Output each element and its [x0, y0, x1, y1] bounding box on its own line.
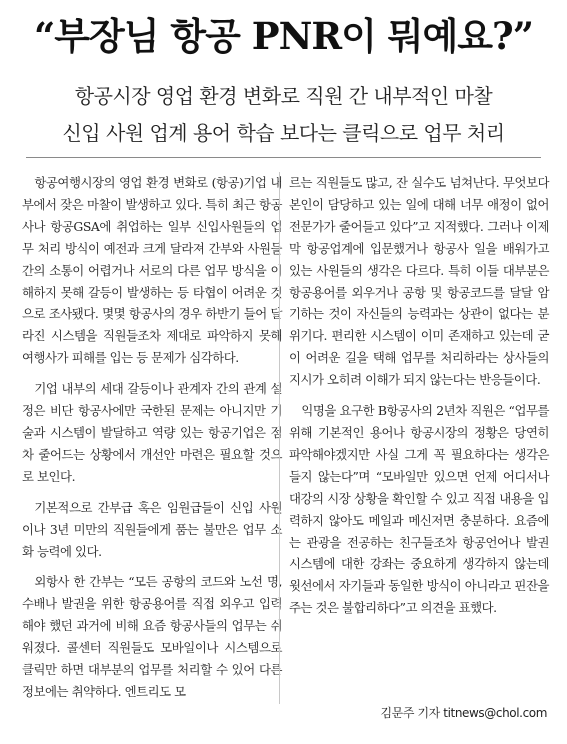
- header-divider: [26, 157, 541, 158]
- paragraph: 기업 내부의 세대 갈등이나 관계자 간의 관계 설정은 비단 항공사에만 국한된 문제는 아니지만 기술과 시스템이 발달하고 역량 있는 항공기업은 점차 줄어드는 상황에서 개선안 마련은 필요할 것으로 보인다.: [22, 381, 282, 484]
- paragraph: 익명을 요구한 B항공사의 2년차 직원은 “업무를 위해 기본적인 용어나 항공시장의 정황은 당연히 파악해야겠지만 사실 그게 꼭 필요하다는 생각은 들지 않는다”며 “모바일만 있으면 언제 어디서나 대강의 시장 상황을 확인할 수 있고 직접 내용을 입력하지 않아도 메일과 메신저면 충분하다. 요즘에는 관광을 전공하는 친구들조차 항공언어나 발권 시스템에 대한 강좌는 중요하게 생각하지 않는데 윗선에서 자기들과 동일한 방식이 아니라고 핀잔을 주는 것은 불합리하다”고 의견을 표했다.: [289, 403, 549, 616]
- column-divider: [279, 172, 280, 704]
- paragraph: 기본적으로 간부급 혹은 임원급들이 신입 사원이나 3년 미만의 직원들에게 품는 불만은 업무 소화 능력에 있다.: [22, 499, 282, 559]
- subheadline-1: 항공시장 영업 환경 변화로 직원 간 내부적인 마찰: [74, 84, 493, 108]
- article-column-left: [22, 172, 282, 703]
- paragraph: 외항사 한 간부는 “모든 공항의 코드와 노선 명, 수배나 발권을 위한 항공용어를 직접 외우고 입력해야 했던 과거에 비해 요즘 항공사들의 업무는 쉬워졌다. 콜센터 직원들도 모바일이나 시스템으로 클릭만 하면 대부분의 업무를 처리할 수 있어 다른 정보에는 취약하다. 엔트리도 모: [22, 574, 282, 699]
- paragraph: 항공여행시장의 영업 환경 변화로 (항공)기업 내부에서 잦은 마찰이 발생하고 있다. 특히 최근 항공사나 항공GSA에 취업하는 일부 신입사원들의 업무 처리 방식이 예전과 크게 달라져 간부와 사원들 간의 소통이 어렵거나 서로의 다른 업무 방식을 이해하지 못해 갈등이 발생하는 등 타협이 어려운 것으로 조사됐다. 몇몇 항공사의 경우 하반기 들어 달라진 시스템을 직원들조차 제대로 파악하지 못해 여행사가 피해를 입는 등 문제가 심각하다.: [22, 175, 282, 366]
- paragraph: 르는 직원들도 많고, 잔 실수도 넘쳐난다. 무엇보다 본인이 담당하고 있는 일에 대해 너무 애정이 없어 전문가가 줄어들고 있다”고 지적했다. 그러나 이제 막 항공업계에 입문했거나 항공사 일을 배워가고 있는 사원들의 생각은 다르다. 특히 이들 대부분은 항공용어를 외우거나 공항 및 항공코드를 달달 암기하는 것이 자신들의 능력과는 상관이 없다는 분위기다. 편리한 시스템이 이미 존재하고 있는데 굳이 어려운 길을 택해 업무를 처리하라는 상사들의 지시가 오히려 이해가 되지 않는다는 반응들이다.: [289, 175, 549, 388]
- article-headline: “부장님 항공 PNR이 뭐예요?”: [34, 14, 533, 58]
- article-column-right: [289, 172, 549, 619]
- subheadline-2: 신입 사원 업계 용어 학습 보다는 클릭으로 업무 처리: [62, 121, 505, 145]
- byline: 김문주 기자 titnews@chol.com: [380, 706, 547, 720]
